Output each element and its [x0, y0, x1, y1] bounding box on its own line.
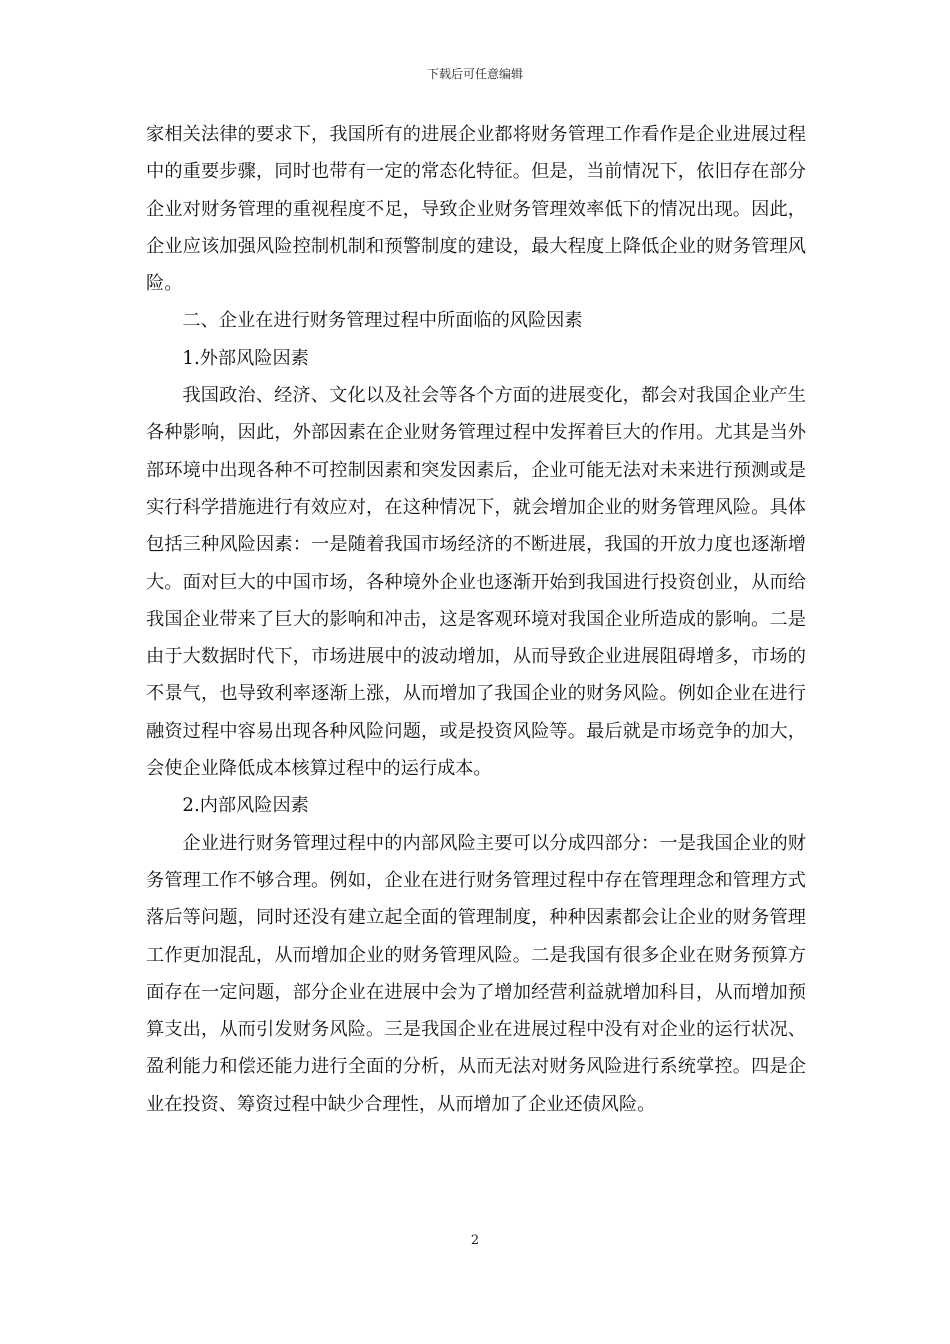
paragraph-continuation: 家相关法律的要求下，我国所有的进展企业都将财务管理工作看作是企业进展过程中的重要步骤，同时也带有一定的常态化特征。但是，当前情况下，依旧存在部分企业对财务管理的重视程度不足，导致企业财务管理效率低下的情况出现。因此，企业应该加强风险控制机制和预警制度的建设，最大程度上降低企业的财务管理风险。: [146, 124, 806, 295]
page-header: 下载后可任意编辑: [426, 67, 523, 81]
subheading-external-risk: 1.外部风险因素: [182, 347, 309, 369]
section-heading-risk-factors: 二、企业在进行财务管理过程中所面临的风险因素: [182, 310, 583, 332]
paragraph-internal-risk: 企业进行财务管理过程中的内部风险主要可以分成四部分：一是我国企业的财务管理工作不够合理。例如，企业在进行财务管理过程中存在管理理念和管理方式落后等问题，同时还没有建立起全面的管理制度，种种因素都会让企业的财务管理工作更加混乱，从而增加企业的财务管理风险。二是我国有很多企业在财务预算方面存在一定问题，部分企业在进展中会为了增加经营利益就增加科目，从而增加预算支出，从而引发财务风险。三是我国企业在进展过程中没有对企业的运行状况、盈利能力和偿还能力进行全面的分析，从而无法对财务风险进行系统掌控。四是企业在投资、筹资过程中缺少合理性，从而增加了企业还债风险。: [146, 832, 806, 1115]
paragraph-external-risk: 我国政治、经济、文化以及社会等各个方面的进展变化，都会对我国企业产生各种影响，因此，外部因素在企业财务管理过程中发挥着巨大的作用。尤其是当外部环境中出现各种不可控制因素和突发因素后，企业可能无法对未来进行预测或是实行科学措施进行有效应对，在这种情况下，就会增加企业的财务管理风险。具体包括三种风险因素：一是随着我国市场经济的不断进展，我国的开放力度也逐渐增大。面对巨大的中国市场，各种境外企业也逐渐开始到我国进行投资创业，从而给我国企业带来了巨大的影响和冲击，这是客观环境对我国企业所造成的影响。二是由于大数据时代下，市场进展中的波动增加，从而导致企业进展阻碍增多，市场的不景气，也导致利率逐渐上涨，从而增加了我国企业的财务风险。例如企业在进行融资过程中容易出现各种风险问题，或是投资风险等。最后就是市场竞争的加大，会使企业降低成本核算过程中的运行成本。: [146, 385, 806, 780]
subheading-internal-risk: 2.内部风险因素: [182, 795, 309, 817]
document-body: [146, 116, 806, 1123]
page-number: 2: [470, 1233, 480, 1248]
